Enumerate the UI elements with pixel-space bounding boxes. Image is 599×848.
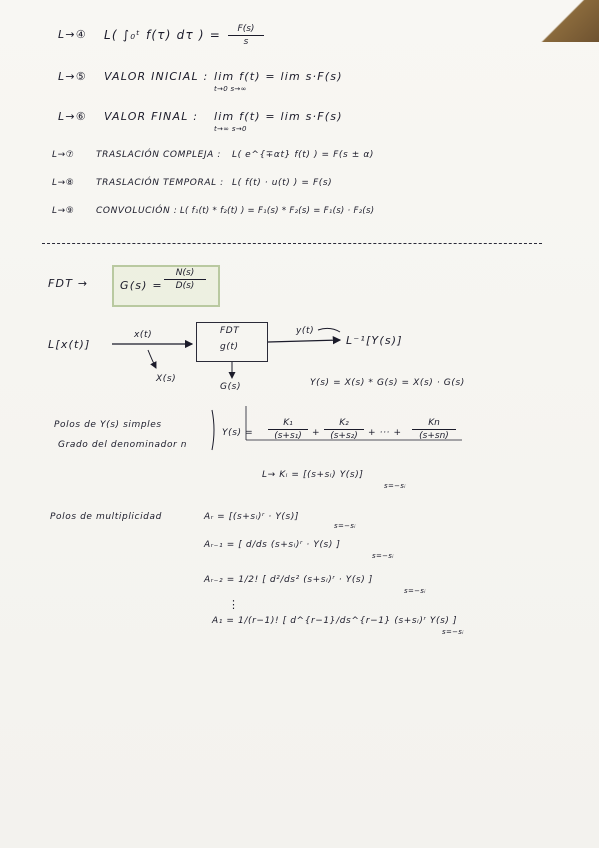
ellipsis-plus: + ··· +	[368, 428, 402, 438]
property-6-formula: lim f(t) = lim s·F(s)	[214, 110, 343, 123]
term-1-num: K₁	[283, 418, 293, 428]
property-4-num: F(s)	[237, 24, 255, 34]
signal-y-t: y(t)	[296, 326, 315, 336]
residue-formula: L→ Kᵢ = [(s+sᵢ) Y(s)]	[262, 470, 364, 480]
residue-eval-point: s=−sᵢ	[384, 482, 406, 490]
coef-a1: A₁ = 1/(r−1)! [ d^{r−1}/ds^{r−1} (s+sᵢ)ʳ Y(s) ]	[212, 616, 458, 626]
property-9-name: CONVOLUCIÓN :	[96, 206, 178, 216]
coef-ar-minus-2-eval: s=−sᵢ	[404, 587, 426, 595]
property-7-mark: L→⑦	[52, 150, 75, 160]
property-5-limits: t→0 s→∞	[214, 85, 247, 93]
vertical-ellipsis: ⋮	[228, 598, 241, 611]
property-7-name: TRASLACIÓN COMPLEJA :	[96, 150, 221, 160]
property-4-den: s	[243, 37, 249, 47]
property-8-mark: L→⑧	[52, 178, 75, 188]
property-4-mark: L→④	[58, 28, 87, 41]
term-2	[324, 418, 364, 441]
signal-x-s: X(s)	[156, 374, 177, 384]
property-6-name: VALOR FINAL :	[104, 110, 199, 123]
property-5-name: VALOR INICIAL :	[104, 70, 209, 83]
partial-fraction-lhs: Y(s) =	[222, 428, 254, 438]
term-n	[412, 418, 456, 441]
property-9-formula: L( f₁(t) * f₂(t) ) = F₁(s) * F₂(s) = F₁(s) · F₂(s)	[180, 206, 375, 216]
signal-x-t: x(t)	[134, 330, 153, 340]
term-1-den: (s+s₁)	[274, 431, 302, 441]
input-transform: L[x(t)]	[48, 338, 91, 351]
output-inverse-transform: L⁻¹[Y(s)]	[346, 334, 403, 347]
property-5-formula: lim f(t) = lim s·F(s)	[214, 70, 343, 83]
fdt-label: FDT →	[48, 277, 89, 290]
term-2-den: (s+s₂)	[330, 431, 358, 441]
denominator-degree-label: Grado del denominador n	[58, 440, 188, 450]
term-n-den: (s+sn)	[419, 431, 449, 441]
signal-g-s: G(s)	[220, 382, 242, 392]
fraction-bar	[268, 429, 308, 430]
multiple-poles-label: Polos de multiplicidad	[50, 512, 162, 522]
property-9-mark: L→⑨	[52, 206, 75, 216]
fdt-num: N(s)	[175, 268, 195, 278]
fraction-bar	[324, 429, 364, 430]
output-relation: Y(s) = X(s) * G(s) = X(s) · G(s)	[310, 378, 465, 388]
fdt-lhs: G(s) =	[120, 279, 163, 292]
property-4-formula: L( ∫₀ᵗ f(τ) dτ ) =	[104, 28, 222, 42]
property-5-mark: L→⑤	[58, 70, 87, 83]
coef-a1-eval: s=−sᵢ	[442, 628, 464, 636]
property-8-name: TRASLACIÓN TEMPORAL :	[96, 178, 224, 188]
coef-ar-minus-1-eval: s=−sᵢ	[372, 552, 394, 560]
term-2-num: K₂	[339, 418, 349, 428]
simple-poles-label: Polos de Y(s) simples	[54, 420, 162, 430]
property-7-formula: L( e^{∓αt} f(t) ) = F(s ± α)	[232, 150, 375, 160]
fdt-block-title: FDT	[220, 326, 240, 336]
fdt-block-g-t: g(t)	[220, 342, 239, 352]
fdt-den: D(s)	[175, 281, 195, 291]
term-n-num: Kn	[428, 418, 440, 428]
property-6-mark: L→⑥	[58, 110, 87, 123]
fraction-bar	[412, 429, 456, 430]
coef-ar: Aᵣ = [(s+sᵢ)ʳ · Y(s)]	[204, 512, 300, 522]
coef-ar-eval: s=−sᵢ	[334, 522, 356, 530]
plus-sign: +	[312, 428, 321, 438]
property-6-limits: t→∞ s→0	[214, 125, 247, 133]
coef-ar-minus-1: Aᵣ₋₁ = [ d/ds (s+sᵢ)ʳ · Y(s) ]	[204, 540, 341, 550]
property-8-formula: L( f(t) · u(t) ) = F(s)	[232, 178, 333, 188]
term-1	[268, 418, 308, 441]
coef-ar-minus-2: Aᵣ₋₂ = 1/2! [ d²/ds² (s+sᵢ)ʳ · Y(s) ]	[204, 575, 373, 585]
